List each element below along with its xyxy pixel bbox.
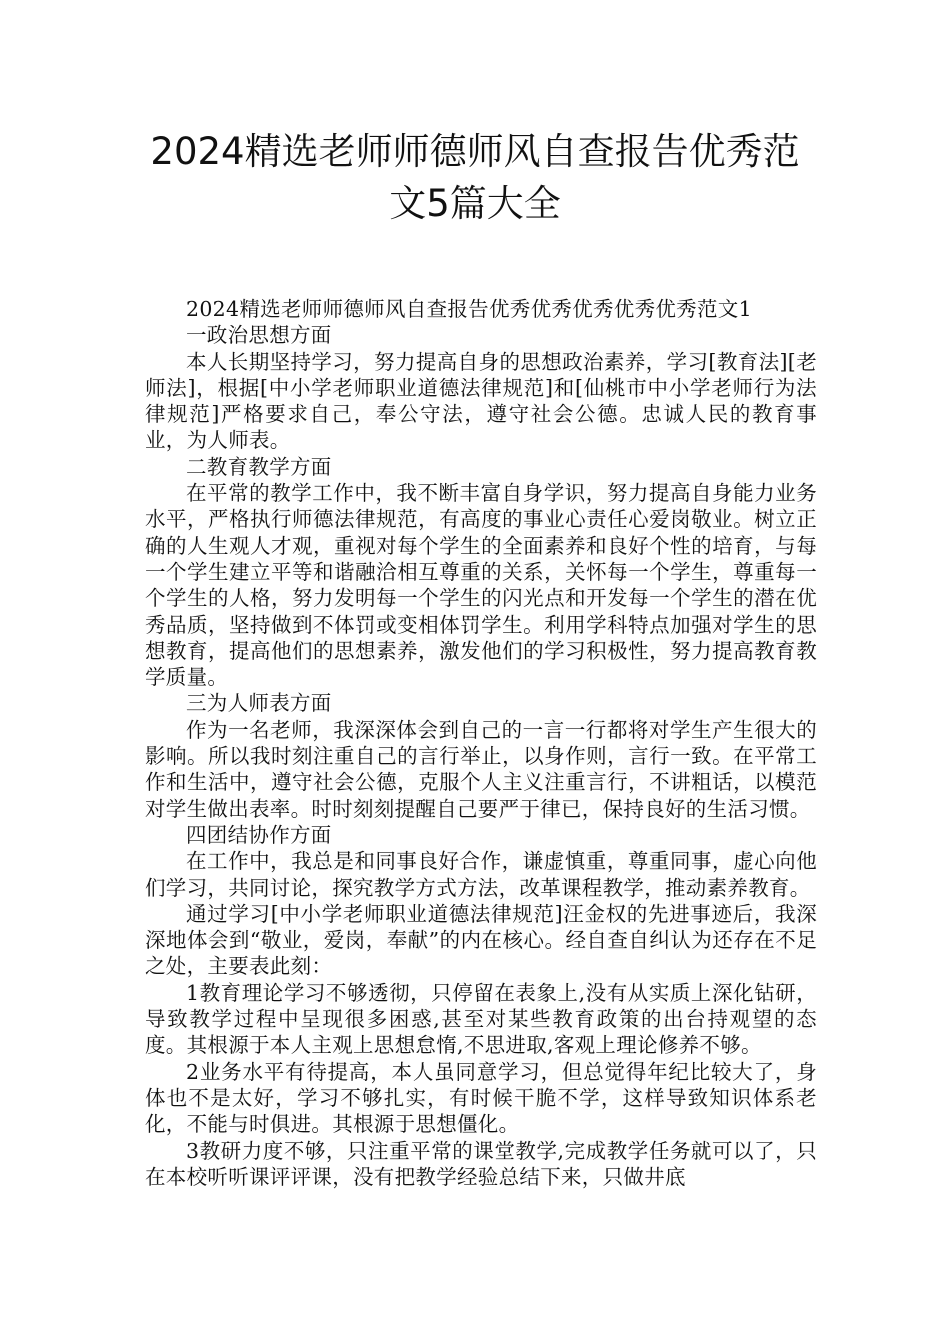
document-title xyxy=(100,126,850,230)
paragraph-role-model: 作为一名老师，我深深体会到自己的一言一行都将对学生产生很大的影响。所以我时刻注重自己的言行举止，以身作则，言行一致。在平常工作和生活中，遵守社会公德，克服个人主义注重言行，不讲粗话，以模范对学生做出表率。时时刻刻提醒自己要严于律已，保持良好的生活习惯。 xyxy=(145,717,817,821)
title-line-2: 文5篇大全 xyxy=(389,182,561,225)
paragraph-issue-3: 3教研力度不够，只注重平常的课堂教学,完成教学任务就可以了，只在本校听听课评评课，没有把教学经验总结下来，只做井底 xyxy=(145,1138,817,1189)
section-heading-teaching: 二教育教学方面 xyxy=(186,454,332,479)
paragraph-politics: 本人长期坚持学习，努力提高自身的思想政治素养，学习[教育法][老师法]，根据[中小学老师职业道德法律规范]和[仙桃市中小学老师行为法律规范]严格要求自己，奉公守法，遵守社会公德。忠诚人民的教育事业，为人师表。 xyxy=(145,349,817,453)
paragraph-teaching: 在平常的教学工作中，我不断丰富自身学识，努力提高自身能力业务水平，严格执行师德法律规范，有高度的事业心责任心爱岗敬业。树立正确的人生观人才观，重视对每个学生的全面素养和良好个性的培育，与每一个学生建立平等和谐融洽相互尊重的关系，关怀每一个学生，尊重每一个学生的人格，努力发明每一个学生的闪光点和开发每一个学生的潜在优秀品质，坚持做到不体罚或变相体罚学生。利用学科特点加强对学生的思想教育，提高他们的思想素养，激发他们的学习积极性，努力提高教育教学质量。 xyxy=(145,481,817,690)
section-heading-teamwork: 四团结协作方面 xyxy=(186,822,332,847)
section-heading-role-model: 三为人师表方面 xyxy=(186,691,332,716)
paragraph-issue-1: 1教育理论学习不够透彻，只停留在表象上,没有从实质上深化钻研，导致教学过程中呈现很多困惑,甚至对某些教育政策的出台持观望的态度。其根源于本人主观上思想怠惰,不思进取,客观上理论修养不够。 xyxy=(145,980,817,1058)
document-body xyxy=(145,296,817,1190)
title-line-1: 2024精选老师师德师风自查报告优秀范 xyxy=(150,130,800,173)
paragraph-issue-2: 2业务水平有待提高，本人虽同意学习，但总觉得年纪比较大了，身体也不是太好，学习不够扎实，有时候干脆不学，这样导致知识体系老化，不能与时俱进。其根源于思想僵化。 xyxy=(145,1059,817,1137)
section-heading-politics: 一政治思想方面 xyxy=(186,323,332,348)
paragraph-teamwork: 在工作中，我总是和同事良好合作，谦虚慎重，尊重同事，虚心向他们学习，共同讨论，探究教学方式方法，改革课程教学，推动素养教育。 xyxy=(145,849,817,900)
section-heading-essay: 2024精选老师师德师风自查报告优秀优秀优秀优秀优秀范文1 xyxy=(186,297,752,321)
paragraph-self-review: 通过学习[中小学老师职业道德法律规范]汪金权的先进事迹后，我深深地体会到“敬业，爱岗，奉献”的内在核心。经自查自纠认为还存在不足之处，主要表此刻： xyxy=(145,901,817,979)
